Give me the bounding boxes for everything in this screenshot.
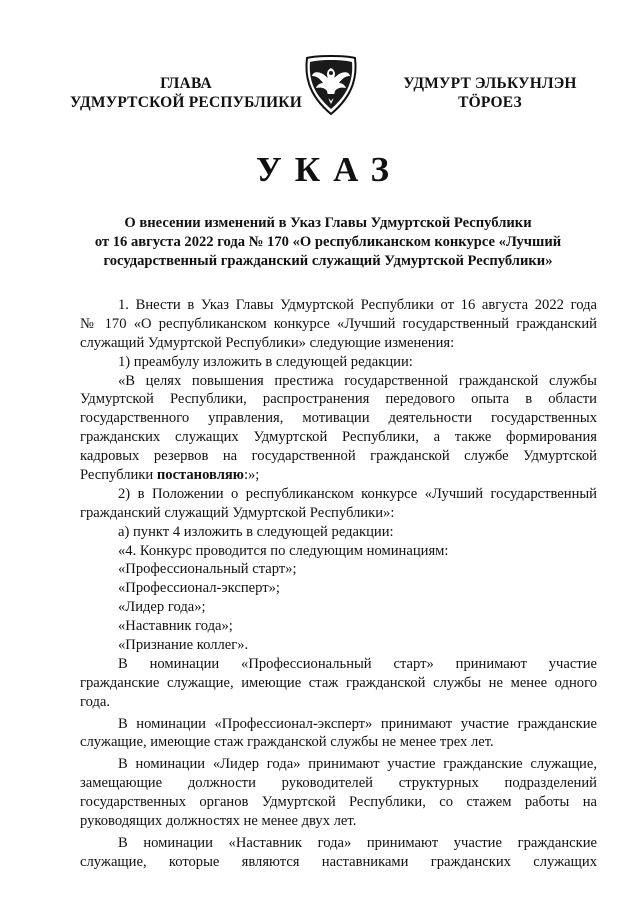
issuer-block-russian: [66, 74, 306, 112]
body-line: В номинации «Профессиональный старт» принимают участие: [118, 655, 597, 672]
body-line: [80, 466, 597, 485]
body-line: «4. Конкурс проводится по следующим номинациям:: [118, 542, 449, 559]
subject-line: от 16 августа 2022 года № 170 «О республиканском конкурсе «Лучший: [94, 234, 562, 250]
subject-line: государственный гражданский служащий Удмуртской Республики»: [103, 253, 553, 269]
nomination-item: «Профессионал-эксперт»;: [118, 580, 280, 597]
issuer-block-udmurt: [380, 74, 600, 112]
body-line: государственного управления, мотивации деятельности государственных: [80, 410, 597, 427]
body-line: гражданских служащих Удмуртской Республики, а также формирования: [80, 429, 597, 446]
body-line: 2) в Положении о республиканском конкурсе «Лучший государственный: [118, 485, 597, 502]
body-line: 1. Внести в Указ Главы Удмуртской Республики от 16 августа 2022 года: [118, 297, 597, 313]
body-line: служащий Удмуртской Республики» следующие изменения:: [80, 334, 455, 351]
nomination-item: «Признание коллег».: [118, 637, 249, 654]
document-subject: [80, 214, 576, 271]
document-body: [80, 296, 597, 872]
coat-of-arms-icon: [303, 54, 359, 116]
body-line: № 170 «О республиканском конкурсе «Лучший государственный гражданский: [80, 315, 597, 332]
body-line: государственных органов Удмуртской Республики, со стажем работы на: [80, 794, 597, 811]
body-line: гражданский служащий Удмуртской Республики»:: [80, 504, 395, 521]
body-line: В номинации «Профессионал-эксперт» принимают участие гражданские: [118, 715, 597, 732]
body-line: гражданские служащие, имеющие стаж гражданской службы не менее одного: [80, 674, 597, 691]
nomination-item: «Профессиональный старт»;: [118, 561, 297, 578]
document-title: УКАЗ: [256, 150, 402, 189]
body-line: года.: [80, 693, 111, 710]
body-line: 1) преамбулу изложить в следующей редакции:: [118, 353, 413, 370]
body-line: служащие, имеющие стаж гражданской службы не менее трех лет.: [80, 734, 494, 751]
issuer-title: ГЛАВА: [160, 75, 212, 92]
nomination-item: «Лидер года»;: [118, 599, 206, 616]
body-line: замещающие должности руководителей структурных подразделений: [80, 775, 597, 792]
subject-line: О внесении изменений в Указ Главы Удмуртской Республики: [124, 215, 532, 231]
decree-keyword: постановляю: [156, 467, 244, 484]
body-line: Удмуртской Республики, распространения передового опыта в области: [80, 391, 597, 408]
issuer-title-udmurt: УДМУРТ ЭЛЬКУНЛЭН: [403, 75, 577, 92]
body-line: В номинации «Наставник года» принимают участие гражданские: [118, 834, 597, 851]
body-line: «В целях повышения престижа государственной гражданской службы: [118, 372, 597, 389]
body-line: кадровых резервов на государственной гражданской службе Удмуртской: [80, 448, 597, 465]
body-line: В номинации «Лидер года» принимают участие гражданские служащие,: [118, 756, 597, 773]
issuer-region-udmurt: ТÖРОЕЗ: [458, 94, 522, 111]
nomination-item: «Наставник года»;: [118, 618, 233, 635]
body-line: служащие, которые являются наставниками гражданских служащих: [80, 853, 597, 870]
body-text: Республики: [80, 467, 157, 484]
body-line: руководящих должностях не менее двух лет.: [80, 813, 357, 830]
body-text: :»;: [243, 467, 260, 484]
body-line: а) пункт 4 изложить в следующей редакции:: [118, 523, 394, 540]
issuer-region: УДМУРТСКОЙ РЕСПУБЛИКИ: [70, 94, 302, 111]
